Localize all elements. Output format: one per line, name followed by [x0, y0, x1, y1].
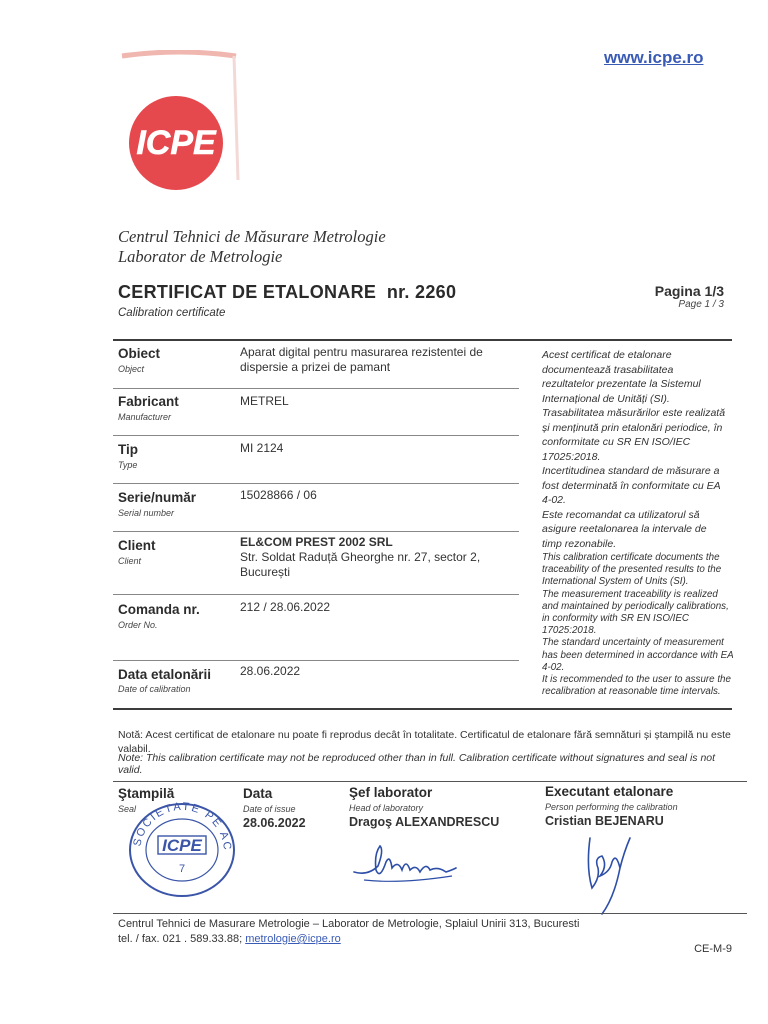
divider	[113, 388, 519, 389]
trace-ro-line: documentează trasabilitatea	[542, 363, 674, 376]
object-value	[240, 345, 483, 375]
head-of-lab-signature	[350, 840, 460, 890]
issue-date-label: Data	[243, 786, 273, 801]
lab-line-2: Laborator de Metrologie	[118, 247, 283, 266]
order-label: Comanda nr.	[118, 602, 200, 617]
calibration-date-sublabel: Date of calibration	[118, 684, 191, 694]
object-value-line-1: Aparat digital pentru masurarea rezistentei de	[240, 345, 483, 359]
svg-text:7: 7	[178, 863, 186, 875]
serial-value: 15028866 / 06	[240, 488, 317, 502]
trace-en-line: 17025:2018.	[542, 625, 597, 637]
divider	[113, 660, 519, 661]
footer-contact	[118, 933, 341, 945]
head-of-lab-label: Şef laborator	[349, 785, 433, 800]
trace-ro-line: 17025:2018.	[542, 450, 601, 463]
type-sublabel: Type	[118, 460, 138, 470]
validity-note-en: Note: This calibration certificate may not be reproduced other than in full. Calibration certificate without signatures and seal is not valid.	[118, 752, 716, 776]
svg-text:ICPE: ICPE	[162, 836, 202, 855]
signature-top-rule	[113, 781, 747, 782]
head-of-lab-sublabel: Head of laboratory	[349, 803, 424, 813]
website-link[interactable]: www.icpe.ro	[604, 48, 704, 67]
trace-ro-line: Acest certificat de etalonare	[542, 349, 672, 361]
certificate-subtitle: Calibration certificate	[118, 307, 226, 319]
certificate-title: CERTIFICAT DE ETALONARE nr. 2260	[118, 282, 457, 302]
trace-en-line: recalibration at reasonable time intervals.	[542, 686, 721, 698]
seal-label: Ştampilă	[118, 786, 175, 801]
issue-date-value: 28.06.2022	[243, 816, 306, 830]
trace-ro-line: asigure reetalonarea la intervale de	[542, 523, 707, 535]
footer-address: Centrul Tehnici de Masurare Metrologie – Laborator de Metrologie, Splaiul Unirii 313, Bucuresti	[118, 918, 580, 930]
client-name: EL&COM PREST 2002 SRL	[240, 535, 393, 549]
performer-label: Executant etalonare	[545, 784, 674, 799]
footer-phone: tel. / fax. 021 . 589.33.88;	[118, 933, 246, 945]
divider	[113, 531, 519, 532]
trace-en-line: has been determined in accordance with EA	[542, 649, 734, 661]
seal-sublabel: Seal	[118, 804, 137, 814]
table-bottom-rule	[113, 708, 732, 710]
client-value	[240, 535, 480, 580]
performer-signature	[580, 828, 640, 918]
trace-en-line: The standard uncertainty of measurement	[542, 637, 724, 649]
traceability-text-en	[542, 552, 734, 698]
trace-ro-line: Incertitudinea standard de măsurare a	[542, 465, 720, 477]
client-label: Client	[118, 538, 156, 553]
lab-line-1: Centrul Tehnici de Măsurare Metrologie	[118, 227, 386, 246]
serial-label: Serie/număr	[118, 490, 197, 505]
trace-en-line: It is recommended to the user to assure the	[542, 674, 731, 686]
trace-en-line: International System of Units (SI).	[542, 576, 689, 588]
trace-ro-line: Trasabilitatea măsurărilor este realizată	[542, 407, 726, 419]
validity-note-ro: Notă: Acest certificat de etalonare nu poate fi reprodus decât în totalitate. Certificatul de etalonare fără semnături și ștampilă nu este valabil.	[118, 729, 731, 755]
divider	[113, 594, 519, 595]
trace-ro-line: 4-02.	[542, 494, 566, 506]
svg-text:SOCIETATE PE ACȚIUNI: SOCIETATE PE AC	[131, 800, 234, 853]
issue-date-sublabel: Date of issue	[243, 804, 296, 814]
trace-en-line: traceability of the presented results to the	[542, 564, 722, 576]
trace-en-line: The measurement traceability is realized	[542, 588, 718, 600]
performer-name: Cristian BEJENARU	[545, 814, 664, 828]
trace-ro-line: Este recomandat ca utilizatorul să	[542, 508, 700, 521]
trace-ro-line: rezultatelor prezentate la Sistemul	[542, 378, 701, 390]
laboratory-name	[118, 227, 386, 267]
object-label: Obiect	[118, 346, 161, 361]
traceability-text-ro	[542, 348, 732, 551]
object-sublabel: Object	[118, 364, 145, 374]
svg-text:ICPE: ICPE	[136, 124, 216, 162]
trace-en-line: This calibration certificate documents the	[542, 552, 720, 563]
page-number: Pagina 1/3	[654, 283, 724, 299]
object-value-line-2: dispersie a prizei de pamant	[240, 360, 391, 374]
client-address-line-2: București	[240, 565, 291, 579]
calibration-date-label: Data etalonării	[118, 667, 212, 682]
order-value: 212 / 28.06.2022	[240, 600, 331, 614]
type-label: Tip	[118, 442, 138, 457]
client-address-line-1: Str. Soldat Raduță Gheorghe nr. 27, sector 2,	[240, 550, 481, 564]
company-stamp	[124, 796, 240, 900]
trace-ro-line: timp rezonabile.	[542, 537, 617, 550]
trace-ro-line: și menținută prin etalonări periodice, în	[542, 421, 723, 434]
client-sublabel: Client	[118, 556, 142, 566]
divider	[113, 435, 519, 436]
trace-ro-line: fost determinată în conformitate cu EA	[542, 479, 721, 492]
serial-sublabel: Serial number	[118, 508, 175, 518]
trace-ro-line: Internațional de Unități (SI).	[542, 392, 670, 405]
trace-en-line: 4-02.	[542, 661, 565, 673]
performer-sublabel: Person performing the calibration	[545, 802, 678, 812]
manufacturer-sublabel: Manufacturer	[118, 412, 172, 422]
trace-ro-line: conformitate cu SR EN ISO/IEC	[542, 436, 691, 448]
footer-rule	[113, 913, 747, 914]
manufacturer-value: METREL	[240, 394, 289, 408]
trace-en-line: and maintained by periodically calibrations,	[542, 600, 729, 612]
divider	[113, 483, 519, 484]
icpe-logo	[118, 50, 240, 192]
footer-email-link[interactable]: metrologie@icpe.ro	[245, 933, 341, 945]
trace-en-line: in conformity with SR EN ISO/IEC	[542, 613, 689, 625]
order-sublabel: Order No.	[118, 620, 158, 630]
head-of-lab-name: Dragoş ALEXANDRESCU	[349, 815, 500, 829]
page-number-en: Page 1 / 3	[678, 299, 724, 310]
type-value: MI 2124	[240, 441, 284, 455]
document-code: CE-M-9	[694, 943, 732, 955]
table-top-rule	[113, 339, 732, 341]
calibration-date-value: 28.06.2022	[240, 664, 301, 678]
manufacturer-label: Fabricant	[118, 394, 179, 409]
